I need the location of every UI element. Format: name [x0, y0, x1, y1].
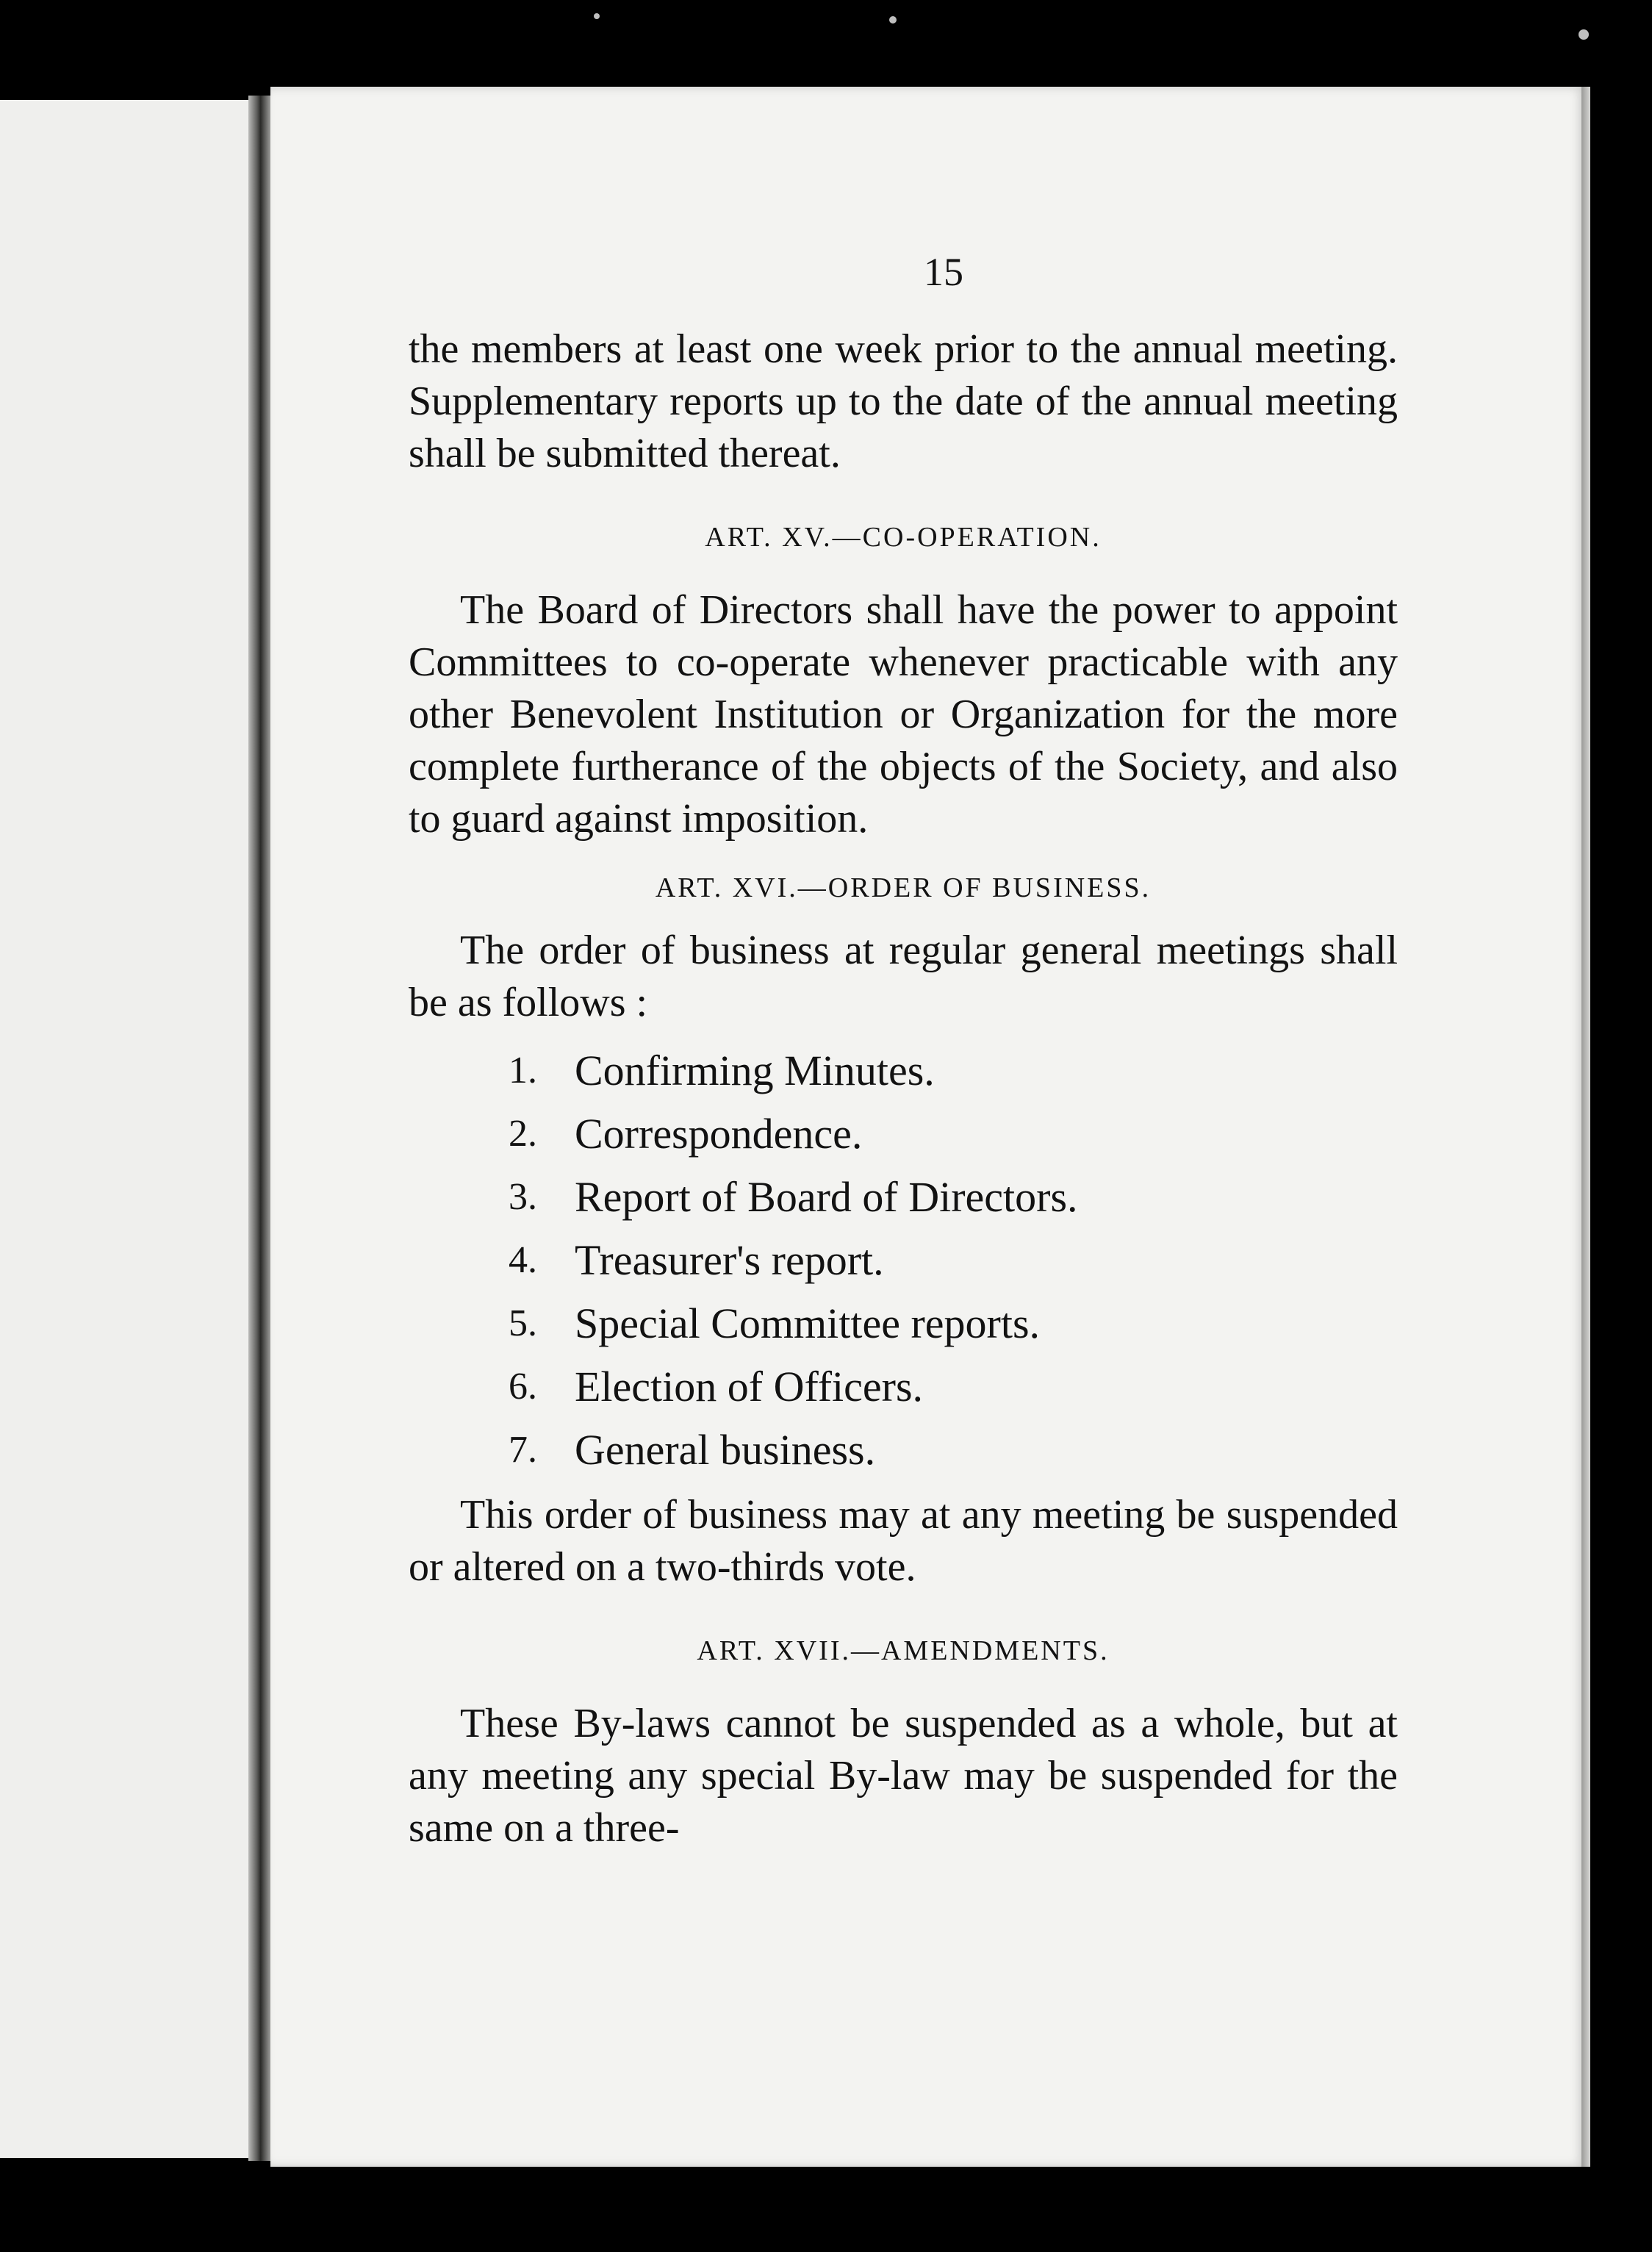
list-item	[409, 1419, 1398, 1482]
dust-speck	[889, 16, 897, 24]
left-facing-page	[0, 100, 263, 2158]
list-item	[409, 1292, 1398, 1355]
list-item-number: 5.	[509, 1302, 537, 1344]
list-item-number: 2.	[509, 1113, 537, 1155]
list-item-text: General business.	[575, 1426, 876, 1474]
list-item-number: 4.	[509, 1239, 537, 1281]
book-gutter	[248, 96, 270, 2161]
list-item-number: 7.	[509, 1429, 537, 1471]
list-item-number: 1.	[509, 1050, 537, 1091]
list-item-text: Special Committee reports.	[575, 1299, 1041, 1347]
list-item	[409, 1102, 1398, 1166]
list-item-text: Correspondence.	[575, 1110, 863, 1158]
list-item	[409, 1229, 1398, 1292]
dust-speck	[594, 13, 600, 19]
list-item-text: Treasurer's report.	[575, 1236, 884, 1284]
list-item-text: Report of Board of Directors.	[575, 1173, 1078, 1221]
list-item	[409, 1166, 1398, 1229]
list-item-number: 3.	[509, 1176, 537, 1218]
page-edge	[1581, 87, 1590, 2167]
article-17-text: These By-laws cannot be suspended as a whole, but at any meeting any special By-law may be suspended for the same on a three-	[409, 1701, 1398, 1851]
article-16-text: The order of business at regular general meetings shall be as follows :	[409, 928, 1398, 1025]
article-15-heading: ART. XV.—CO-OPERATION.	[705, 522, 1102, 553]
dust-speck	[1579, 29, 1589, 40]
article-15-text: The Board of Directors shall have the power to appoint Committees to co-operate whenever practicable with any other Benevolent Institution or Organization for the more complete furtherance of the objects of the Society, and also to guard against imposition.	[409, 587, 1398, 842]
order-of-business-list	[409, 1039, 1398, 1482]
page-number: 15	[924, 250, 963, 294]
list-item	[409, 1355, 1398, 1419]
page-content	[409, 243, 1398, 1854]
list-item	[409, 1039, 1398, 1102]
article-16-heading: ART. XVI.—ORDER OF BUSINESS.	[655, 872, 1152, 903]
list-item-number: 6.	[509, 1366, 537, 1408]
article-17-heading: ART. XVII.—AMENDMENTS.	[697, 1635, 1110, 1666]
list-item-text: Election of Officers.	[575, 1363, 924, 1410]
intro-paragraph: the members at least one week prior to the annual meeting. Supplementary reports up to the date of the annual meeting shall be submitted thereat.	[409, 326, 1398, 476]
article-16-after-text: This order of business may at any meeting be suspended or altered on a two-thirds vote.	[409, 1492, 1398, 1590]
list-item-text: Confirming Minutes.	[575, 1047, 935, 1094]
